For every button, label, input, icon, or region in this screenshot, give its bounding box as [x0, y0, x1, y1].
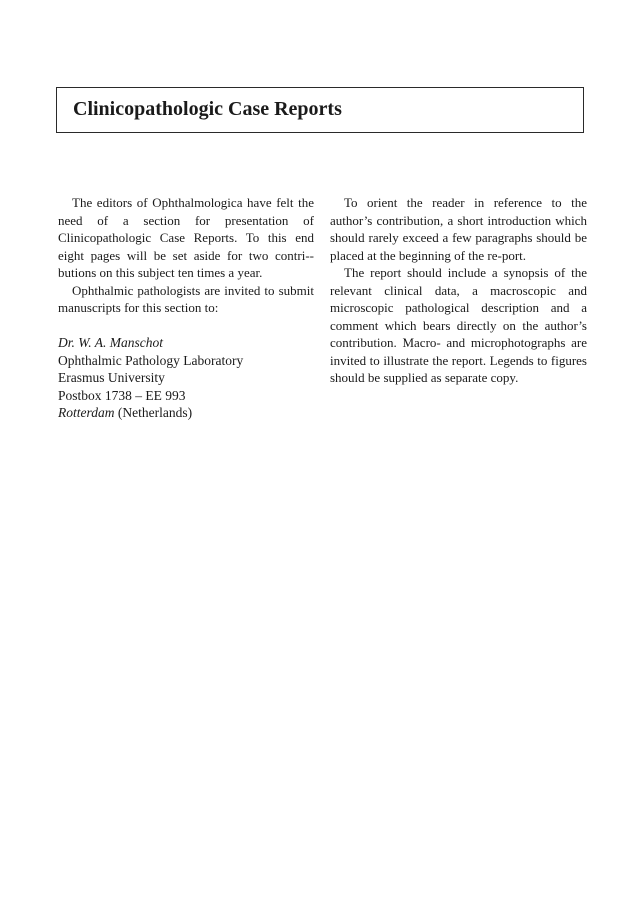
- address-line-university: Erasmus University: [58, 370, 165, 385]
- address-line-city: [58, 404, 314, 422]
- invitation-paragraph: Ophthalmic pathologists are invited to submit manuscripts for this section to:: [58, 282, 314, 315]
- address-country: (Netherlands): [117, 405, 193, 420]
- intro-paragraph: The editors of Ophthalmologica have felt the need of a section for presentation of Clinicopathologic Case Reports. To this end eight pages will be set aside for two contri-butions on this subject ten times a year.: [58, 195, 314, 280]
- submission-address: [58, 334, 314, 422]
- address-line-postbox: Postbox 1738 – EE 993: [58, 387, 186, 403]
- section-header-box: [56, 87, 584, 133]
- section-title: Clinicopathologic Case Reports: [73, 98, 342, 120]
- address-line-lab: Ophthalmic Pathology Laboratory: [58, 352, 244, 368]
- address-name: Dr. W. A. Manschot: [58, 335, 164, 350]
- orientation-paragraph: To orient the reader in reference to the author’s contribution, a short introduction which should rarely exceed a few paragraphs should be placed at the beginning of the re-port.: [330, 195, 587, 263]
- right-column: [330, 194, 587, 387]
- address-city: Rotterdam: [58, 405, 115, 420]
- report-content-paragraph: The report should include a synopsis of the relevant clinical data, a macroscopic and microscopic pathological description and a comment which bears directly on the author’s contribution. Macro- and microphotographs are invited to illustrate the report. Legends to figures should be supplied as separate copy.: [330, 265, 587, 385]
- left-column: [58, 194, 314, 422]
